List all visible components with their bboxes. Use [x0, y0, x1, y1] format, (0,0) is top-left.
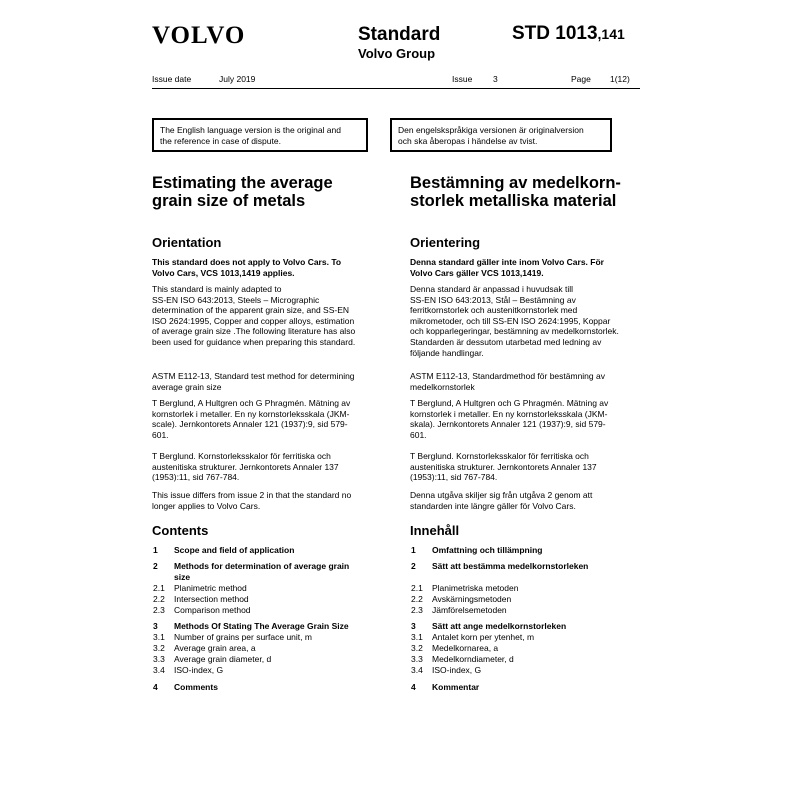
orientation-p4-en	[152, 451, 384, 483]
text-line: skala). Jernkontorets Annaler 121 (1937):9, sid 579-	[410, 419, 606, 430]
toc-text: Sätt att ange medelkornstorleken	[432, 621, 567, 631]
toc-text: Number of grains per surface unit, m	[174, 632, 312, 642]
text-line: standarden inte längre gäller för Volvo Cars.	[410, 500, 576, 511]
header-rule	[152, 88, 640, 89]
title-en-line: Estimating the average	[152, 174, 333, 192]
orientation-p1-en	[152, 284, 384, 348]
title-en	[152, 174, 384, 210]
notice-box-en	[152, 118, 368, 152]
issue-date-label: Issue date	[152, 74, 192, 84]
toc-num: 2.3	[153, 605, 165, 615]
orientation-p4-sv	[410, 451, 642, 483]
text-line: Standarden är dessutom utarbetad med ledning av	[410, 336, 602, 347]
text-line: 601.	[410, 429, 427, 440]
standard-number-main: STD 1013	[512, 23, 598, 44]
issue-number: 3	[493, 74, 498, 84]
toc-en	[153, 545, 393, 705]
orientation-p2-en	[152, 371, 384, 392]
toc-text: Average grain area, a	[174, 643, 256, 653]
toc-text: Avskärningsmetoden	[432, 594, 512, 604]
text-line: mikrometoder, och till SS-EN ISO 2624:1995, Koppar	[410, 315, 611, 326]
text-line: T Berglund. Kornstorleksskalor för ferritiska och	[152, 451, 331, 461]
title-sv	[410, 174, 642, 210]
text-line: T Berglund, A Hultgren och G Phragmén. Mätning av	[410, 398, 609, 408]
orientation-p5-en	[152, 490, 384, 511]
toc-text: Methods Of Stating The Average Grain Size	[174, 621, 349, 631]
toc-num: 2.2	[153, 594, 165, 604]
volvo-logo: VOLVO	[152, 22, 246, 49]
toc-text: Omfattning och tillämpning	[432, 545, 543, 555]
toc-num: 3	[153, 621, 158, 631]
text-line: average grain size	[152, 381, 222, 392]
issue-date: July 2019	[219, 74, 256, 84]
orientation-note-sv	[410, 257, 642, 278]
text-line: 601.	[152, 429, 169, 440]
toc-num: 3.4	[411, 665, 423, 675]
notice-en-line: the reference in case of dispute.	[160, 136, 281, 146]
text-line: longer applies to Volvo Cars.	[152, 500, 261, 511]
toc-num: 2	[153, 561, 158, 571]
toc-num: 2.1	[153, 583, 165, 593]
toc-num: 3.3	[153, 654, 165, 664]
orientation-note-en	[152, 257, 384, 278]
issue-label: Issue	[452, 74, 473, 84]
orientation-p1-sv	[410, 284, 642, 358]
orientation-p3-sv	[410, 398, 642, 440]
standard-number	[512, 24, 625, 44]
toc-text: Scope and field of application	[174, 545, 295, 555]
toc-num: 4	[411, 682, 416, 692]
orientation-heading-en: Orientation	[152, 235, 222, 250]
orientation-heading-sv: Orientering	[410, 235, 481, 250]
text-line: determination of the apparent grain size, and SS-EN	[152, 305, 350, 316]
toc-num: 4	[153, 682, 158, 692]
toc-num: 3.4	[153, 665, 165, 675]
toc-sv	[411, 545, 651, 705]
text-line: Denna standard gäller inte inom Volvo Cars. För	[410, 257, 604, 267]
toc-num: 2.1	[411, 583, 423, 593]
title-sv-line: Bestämning av medelkorn-	[410, 174, 621, 192]
text-line: ferritkornstorlek och austenitkornstorlek med	[410, 305, 578, 316]
page-number: 1(12)	[610, 74, 630, 84]
contents-heading-sv: Innehåll	[410, 523, 460, 538]
organization: Volvo Group	[358, 46, 436, 61]
text-line: kornstorlek i metaller. En ny kornstorleksskala (JKM-	[152, 408, 350, 419]
toc-text: Comparison method	[174, 605, 251, 615]
text-line: och kopparlegeringar, bestämning av medelkornstorlek.	[410, 326, 619, 337]
toc-text: Medelkornarea, a	[432, 643, 499, 653]
text-line: Volvo Cars gäller VCS 1013,1419.	[410, 267, 544, 278]
toc-text: Comments	[174, 682, 218, 692]
toc-num: 3.1	[153, 632, 165, 642]
toc-text: Antalet korn per ytenhet, m	[432, 632, 535, 642]
toc-text: Average grain diameter, d	[174, 654, 272, 664]
text-line: ASTM E112-13, Standardmethod för bestämning av	[410, 371, 605, 381]
text-line: (1953):11, sid 767-784.	[152, 472, 240, 483]
text-line: scale). Jernkontorets Annaler 121 (1937):9, sid 579-	[152, 419, 348, 430]
text-line: Volvo Cars, VCS 1013,1419 applies.	[152, 267, 295, 278]
toc-num: 1	[411, 545, 416, 555]
contents-heading-en: Contents	[152, 523, 209, 538]
toc-text: Jämförelsemetoden	[432, 605, 507, 615]
toc-text: Intersection method	[174, 594, 249, 604]
toc-num: 1	[153, 545, 158, 555]
title-sv-line: storlek metalliska material	[410, 192, 617, 210]
toc-num: 2.3	[411, 605, 423, 615]
toc-text: Sätt att bestämma medelkornstorleken	[432, 561, 589, 571]
text-line: austenitiska strukturer. Jernkontorets Annaler 137	[410, 461, 597, 472]
text-line: T Berglund, A Hultgren och G Phragmén. Mätning av	[152, 398, 351, 408]
text-line: (1953):11, sid 767-784.	[410, 472, 498, 483]
text-line: följande handlingar.	[410, 347, 484, 358]
toc-num: 2.2	[411, 594, 423, 604]
toc-num: 2	[411, 561, 416, 571]
toc-text: size	[174, 572, 191, 582]
toc-num: 3.3	[411, 654, 423, 664]
notice-en-line: The English language version is the original and	[160, 125, 341, 135]
title-en-line: grain size of metals	[152, 192, 306, 210]
toc-text: ISO-index, G	[174, 665, 224, 675]
toc-text: Planimetriska metoden	[432, 583, 519, 593]
orientation-p3-en	[152, 398, 384, 440]
text-line: austenitiska strukturer. Jernkontorets Annaler 137	[152, 461, 339, 472]
text-line: medelkornstorlek	[410, 381, 475, 392]
orientation-p2-sv	[410, 371, 642, 392]
text-line: This standard is mainly adapted to	[152, 284, 282, 294]
notice-sv-line: och ska åberopas i händelse av tvist.	[398, 136, 538, 146]
orientation-p5-sv	[410, 490, 642, 511]
text-line: kornstorlek i metaller. En ny kornstorleksskala (JKM-	[410, 408, 608, 419]
toc-num: 3.1	[411, 632, 423, 642]
toc-text: Medelkorndiameter, d	[432, 654, 514, 664]
text-line: ASTM E112-13, Standard test method for determining	[152, 371, 355, 381]
toc-text: Methods for determination of average grain	[174, 561, 350, 571]
text-line: of average grain size .The following literature has also	[152, 326, 356, 337]
toc-text: ISO-index, G	[432, 665, 482, 675]
text-line: T Berglund. Kornstorleksskalor för ferritiska och	[410, 451, 589, 461]
text-line: been used for guidance when preparing this standard.	[152, 336, 356, 347]
text-line: Denna utgåva skiljer sig från utgåva 2 genom att	[410, 490, 593, 500]
toc-num: 3	[411, 621, 416, 631]
text-line: SS-EN ISO 643:2013, Stål – Bestämning av	[410, 294, 576, 305]
page-label: Page	[571, 74, 591, 84]
text-line: ISO 2624:1995, Copper and copper alloys, estimation	[152, 315, 355, 326]
notice-sv-line: Den engelskspråkiga versionen är originalversion	[398, 125, 584, 135]
text-line: SS-EN ISO 643:2013, Steels – Micrographic	[152, 294, 320, 305]
text-line: This issue differs from issue 2 in that the standard no	[152, 490, 352, 500]
toc-text: Kommentar	[432, 682, 480, 692]
text-line: This standard does not apply to Volvo Cars. To	[152, 257, 342, 267]
notice-box-sv	[390, 118, 612, 152]
toc-num: 3.2	[411, 643, 423, 653]
toc-text: Planimetric method	[174, 583, 247, 593]
text-line: Denna standard är anpassad i huvudsak till	[410, 284, 574, 294]
document-type: Standard	[358, 24, 441, 45]
standard-number-suffix: ,141	[597, 26, 625, 42]
toc-num: 3.2	[153, 643, 165, 653]
